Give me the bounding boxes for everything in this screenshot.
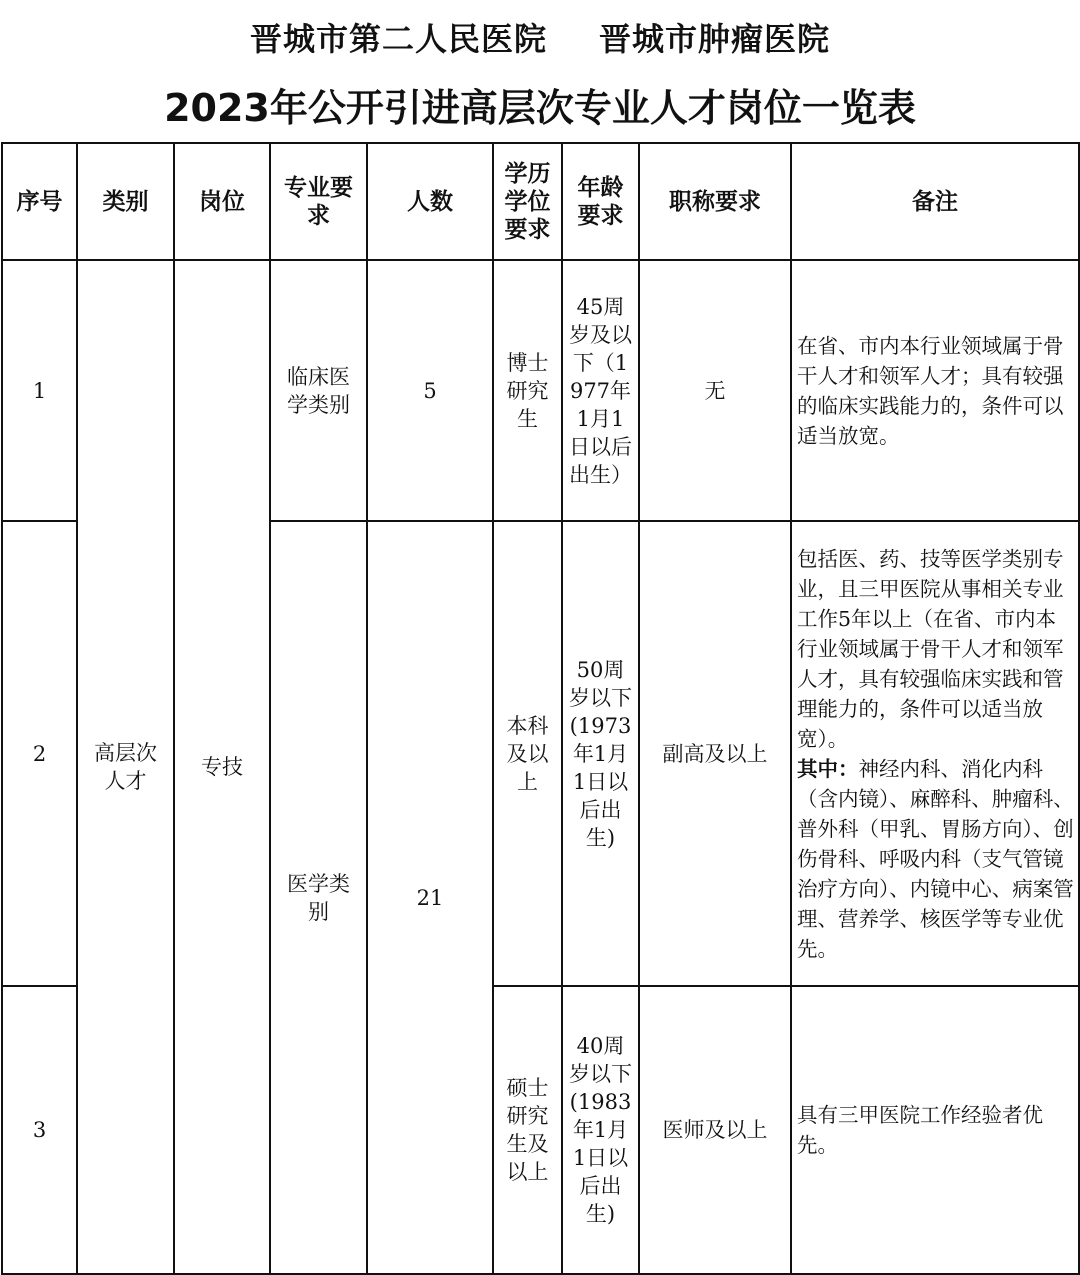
category-cell: 高层次人才 [77,260,174,1274]
col-header-education: 学历学位要求 [493,143,562,260]
note-cell: 具有三甲医院工作经验者优先。 [791,986,1079,1274]
row-no: 3 [2,986,77,1274]
col-header-count: 人数 [367,143,493,260]
row-no: 2 [2,521,77,986]
col-header-no: 序号 [2,143,77,260]
col-header-major: 专业要求 [270,143,367,260]
title-req-cell: 无 [639,260,791,521]
col-header-category: 类别 [77,143,174,260]
count-cell: 5 [367,260,493,521]
note-tail: 神经内科、消化内科（含内镜）、麻醉科、肿瘤科、普外科（甲乳、胃肠方向）、创伤骨科、呼吸内科（支气管镜治疗方向）、内镜中心、病案管理、营养学、核医学等专业优先。 [797,756,1074,961]
table-row [2,260,1079,521]
major-cell: 医学类别 [270,521,367,1274]
education-cell: 本科及以上 [493,521,562,986]
hospital-names-heading [0,14,1080,64]
education-cell: 博士研究生 [493,260,562,521]
note-cell: 在省、市内本行业领域属于骨干人才和领军人才；具有较强的临床实践能力的，条件可以适当放宽。 [791,260,1079,521]
col-header-age: 年龄要求 [562,143,639,260]
positions-table [1,142,1080,1275]
position-cell: 专技 [174,260,270,1274]
note-cell [791,521,1079,986]
col-header-position: 岗位 [174,143,270,260]
hospital-name-2: 晋城市肿瘤医院 [599,20,831,58]
age-cell: 40周岁以下(1983年1月1日以后出生) [562,986,639,1274]
row-no: 1 [2,260,77,521]
age-cell: 50周岁以下(1973年1月1日以后出生) [562,521,639,986]
title-req-cell: 副高及以上 [639,521,791,986]
education-cell: 硕士研究生及以上 [493,986,562,1274]
hospital-name-1: 晋城市第二人民医院 [249,20,547,58]
page-title: 2023年公开引进高层次专业人才岗位一览表 [164,86,916,130]
age-cell: 45周岁及以下（1977年1月1日以后出生） [562,260,639,521]
col-header-note: 备注 [791,143,1079,260]
note-text: 包括医、药、技等医学类别专业，且三甲医院从事相关专业工作5年以上（在省、市内本行业领域属于骨干人才和领军人才，具有较强临床实践和管理能力的，条件可以适当放宽）。 [797,546,1064,751]
major-cell: 临床医学类别 [270,260,367,521]
count-cell: 21 [367,521,493,1274]
col-header-title-req: 职称要求 [639,143,791,260]
note-emphasis: 其中： [797,756,859,781]
title-req-cell: 医师及以上 [639,986,791,1274]
table-header-row [2,143,1079,260]
